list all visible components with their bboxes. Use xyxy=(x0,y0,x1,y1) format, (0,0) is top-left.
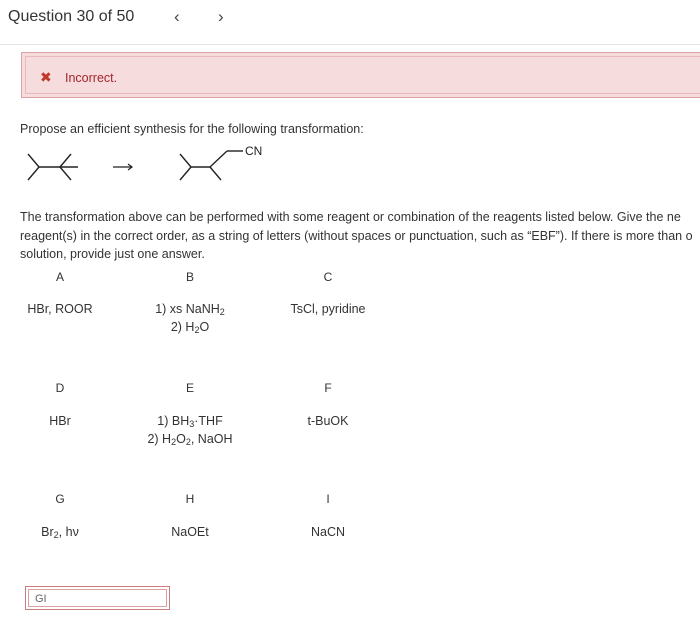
instructions-line-1: The transformation above can be performed with some reagent or combination of the reagents listed below. Give the ne xyxy=(20,210,681,224)
feedback-alert xyxy=(21,52,700,98)
feedback-alert-inner xyxy=(25,56,700,94)
instructions-line-3: solution, provide just one answer. xyxy=(20,247,205,261)
product-structure xyxy=(180,151,243,180)
instructions xyxy=(20,208,700,264)
reagent-e-letter: E xyxy=(185,381,194,395)
reagent-h-letter: H xyxy=(185,492,195,506)
starting-material-structure xyxy=(28,154,78,180)
top-bar xyxy=(0,0,700,45)
reagent-b: 1) xs NaNH$_2$ 2) $H_2O$ xyxy=(155,302,225,335)
reagent-g: $Br_2$, hν xyxy=(41,525,79,540)
product-cn-label: CN xyxy=(245,144,263,158)
answer-input[interactable]: GI xyxy=(28,589,167,607)
question-counter: Question 30 of 50 xyxy=(8,8,135,25)
reagent-e: 1) $BH_3\cdot THF$ 2) $H_2O_2$, NaOH xyxy=(147,414,233,447)
reagent-d-letter: D xyxy=(55,381,65,395)
reagent-h: NaOEt xyxy=(171,525,209,539)
reagent-c: TsCl, pyridine xyxy=(290,302,366,316)
reagent-f: t-BuOK xyxy=(307,414,349,428)
reagent-c-letter: C xyxy=(323,270,333,284)
question-prompt: Propose an efficient synthesis for the following transformation: xyxy=(20,122,364,136)
reagent-d: HBr xyxy=(49,414,71,428)
reagent-g-letter: G xyxy=(55,492,65,506)
reagent-a-letter: A xyxy=(55,270,64,284)
answer-input-frame xyxy=(25,586,170,610)
reagent-f-letter: F xyxy=(324,381,332,395)
reagent-i: NaCN xyxy=(310,525,346,539)
instructions-line-2: reagent(s) in the correct order, as a string of letters (without spaces or punctuation, such as “EBF”). If there is more than o xyxy=(20,228,693,243)
reaction-arrow xyxy=(113,164,132,170)
feedback-text: Incorrect. xyxy=(65,71,118,85)
reagent-a: HBr, ROOR xyxy=(27,302,93,316)
previous-question-button[interactable]: ‹ xyxy=(174,7,180,26)
reagent-i-letter: I xyxy=(326,492,330,506)
incorrect-x-icon: ✖ xyxy=(40,69,52,85)
next-question-button[interactable]: › xyxy=(218,7,224,26)
reagent-b-letter: B xyxy=(185,270,194,284)
reaction-scheme xyxy=(22,140,282,195)
